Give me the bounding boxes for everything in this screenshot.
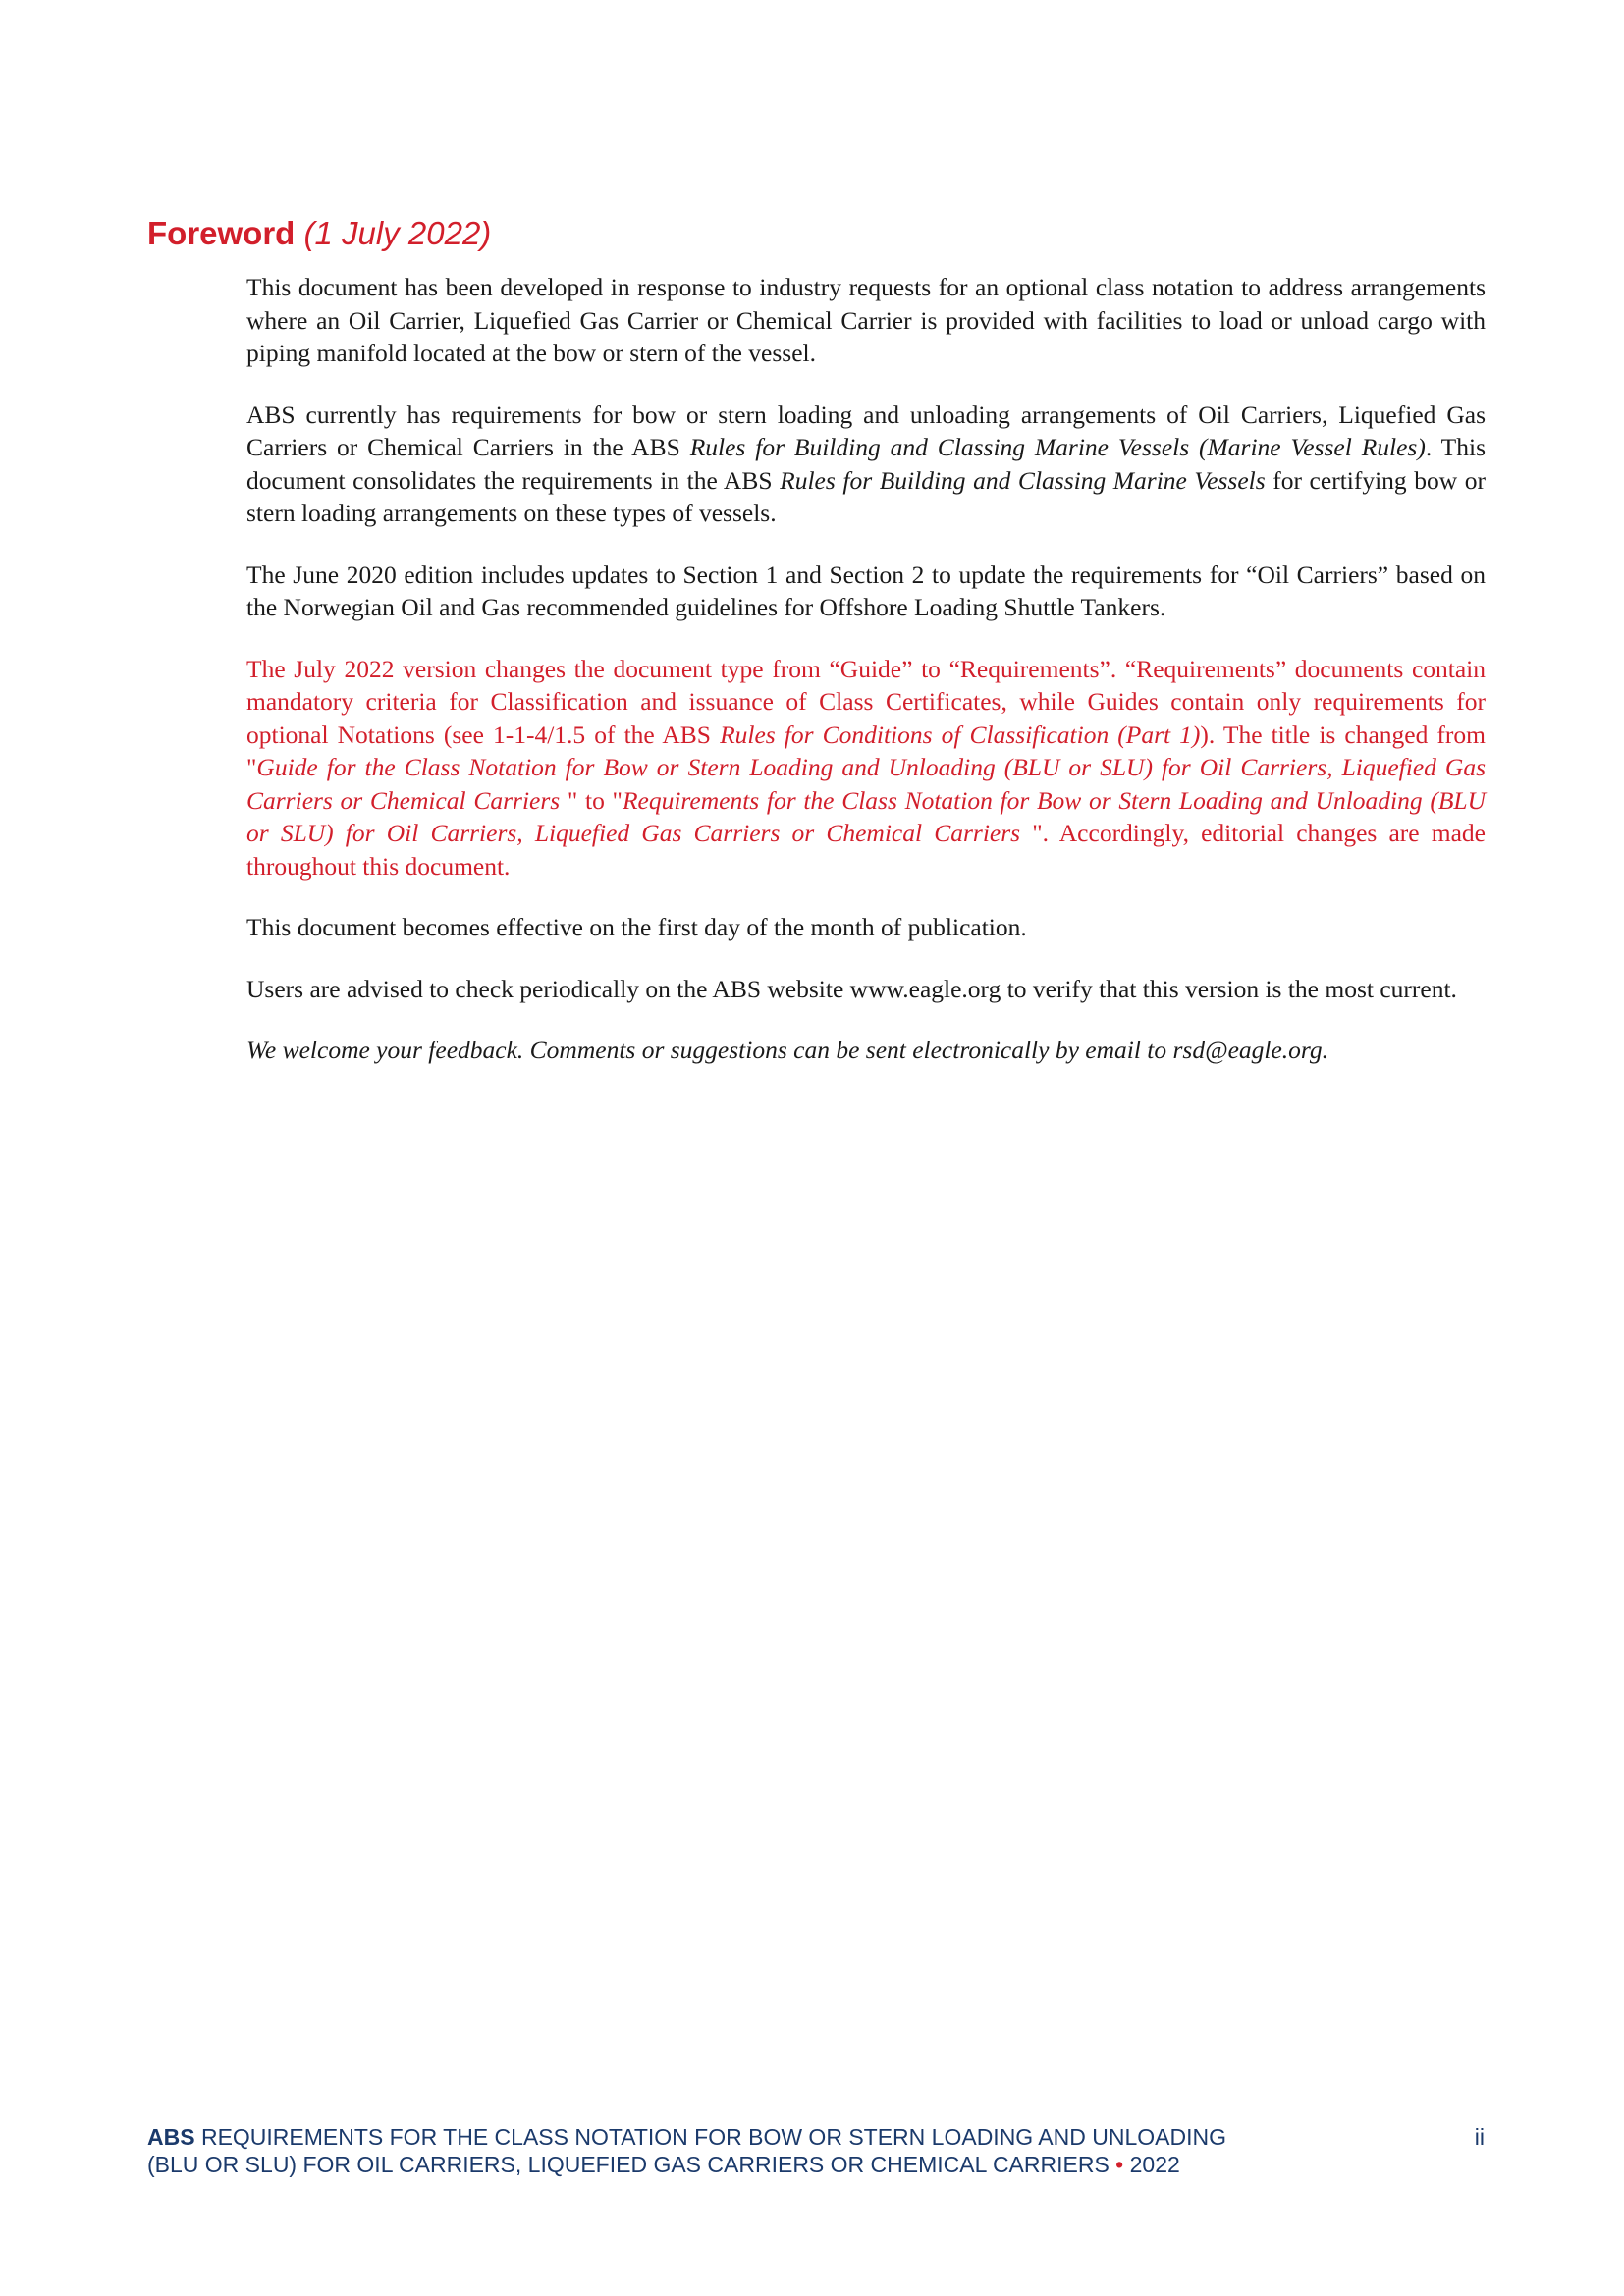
heading-date: (1 July 2022) xyxy=(303,215,492,251)
footer-year: 2022 xyxy=(1129,2152,1180,2177)
p2-rules-ref-2: Rules for Building and Classing Marine Vessels xyxy=(780,465,1266,495)
page-number: ii xyxy=(1474,2124,1485,2150)
footer-line-2 xyxy=(147,2151,1414,2178)
paragraph-june-2020-edition: The June 2020 edition includes updates to Section 1 and Section 2 to update the requirements for “Oil Carriers” based on the Norwegian Oil and Gas recommended guidelines for Offshore Loading Shuttle Tankers. xyxy=(246,560,1486,621)
footer-brand: ABS xyxy=(147,2124,195,2150)
p4-text-c: ). The title is changed from " xyxy=(246,720,1486,781)
paragraph-feedback xyxy=(246,1034,1486,1067)
footer-title-line-1: REQUIREMENTS FOR THE CLASS NOTATION FOR BOW OR STERN LOADING AND UNLOADING xyxy=(194,2124,1227,2150)
page-footer xyxy=(147,2123,1414,2178)
paragraph-current-requirements xyxy=(246,399,1486,530)
paragraph-july-2022-changes xyxy=(246,653,1486,883)
p4-new-title: Requirements for the Class Notation for Bow or Stern Loading and Unloading (BLU or SLU) for Oil Carriers, Liquefied Gas Carriers or Chemical Carriers xyxy=(246,785,1486,847)
p4-text-e: " to " xyxy=(560,785,623,815)
p2-text-a: ABS currently has requirements for bow or stern loading and unloading arrangements of Oil Carriers, Liquefied Gas Carriers or Chemical Carriers in the ABS xyxy=(246,400,1486,461)
p2-rules-ref-1: Rules for Building and Classing Marine Vessels (Marine Vessel Rules) xyxy=(689,433,1426,461)
heading-word: Foreword xyxy=(147,215,296,251)
foreword-body xyxy=(246,271,1486,1095)
footer-title-line-2: (BLU OR SLU) FOR OIL CARRIERS, LIQUEFIED GAS CARRIERS OR CHEMICAL CARRIERS xyxy=(147,2152,1110,2177)
p4-text-a: The July 2022 version changes the document type from “Guide” to “Requirements”. “Requirements” documents contain mandatory criteria for Classification and issuance of Class Certificates, while Guides contain only requirements for optional Notations (see 1-1-4/1.5 of the ABS xyxy=(246,654,1486,749)
paragraph-effective-date: This document becomes effective on the first day of the month of publication. xyxy=(246,913,1027,941)
paragraph-website-check: Users are advised to check periodically on the ABS website www.eagle.org to verify that this version is the most current. xyxy=(246,974,1457,1003)
p2-text-c: . This document consolidates the requirements in the ABS xyxy=(246,433,1487,495)
p4-text-g: ". Accordingly, editorial changes are made throughout this document. xyxy=(246,819,1486,881)
footer-line-1 xyxy=(147,2123,1414,2151)
p2-text-e: for certifying bow or stern loading arrangements on these types of vessels. xyxy=(246,465,1486,527)
p4-old-title: Guide for the Class Notation for Bow or Stern Loading and Unloading (BLU or SLU) for Oil Carriers, Liquefied Gas Carriers or Chemical Carriers xyxy=(246,753,1486,815)
foreword-heading xyxy=(147,214,491,253)
feedback-text: We welcome your feedback. Comments or suggestions can be sent electronically by email to rsd@eagle.org. xyxy=(246,1036,1329,1064)
p4-rules-ref: Rules for Conditions of Classification (Part 1) xyxy=(720,720,1201,749)
footer-separator: • xyxy=(1109,2152,1130,2177)
paragraph-purpose: This document has been developed in response to industry requests for an optional class notation to address arrangements where an Oil Carrier, Liquefied Gas Carrier or Chemical Carrier is provided with facilities to load or unload cargo with piping manifold located at the bow or stern of the vessel. xyxy=(246,273,1486,367)
